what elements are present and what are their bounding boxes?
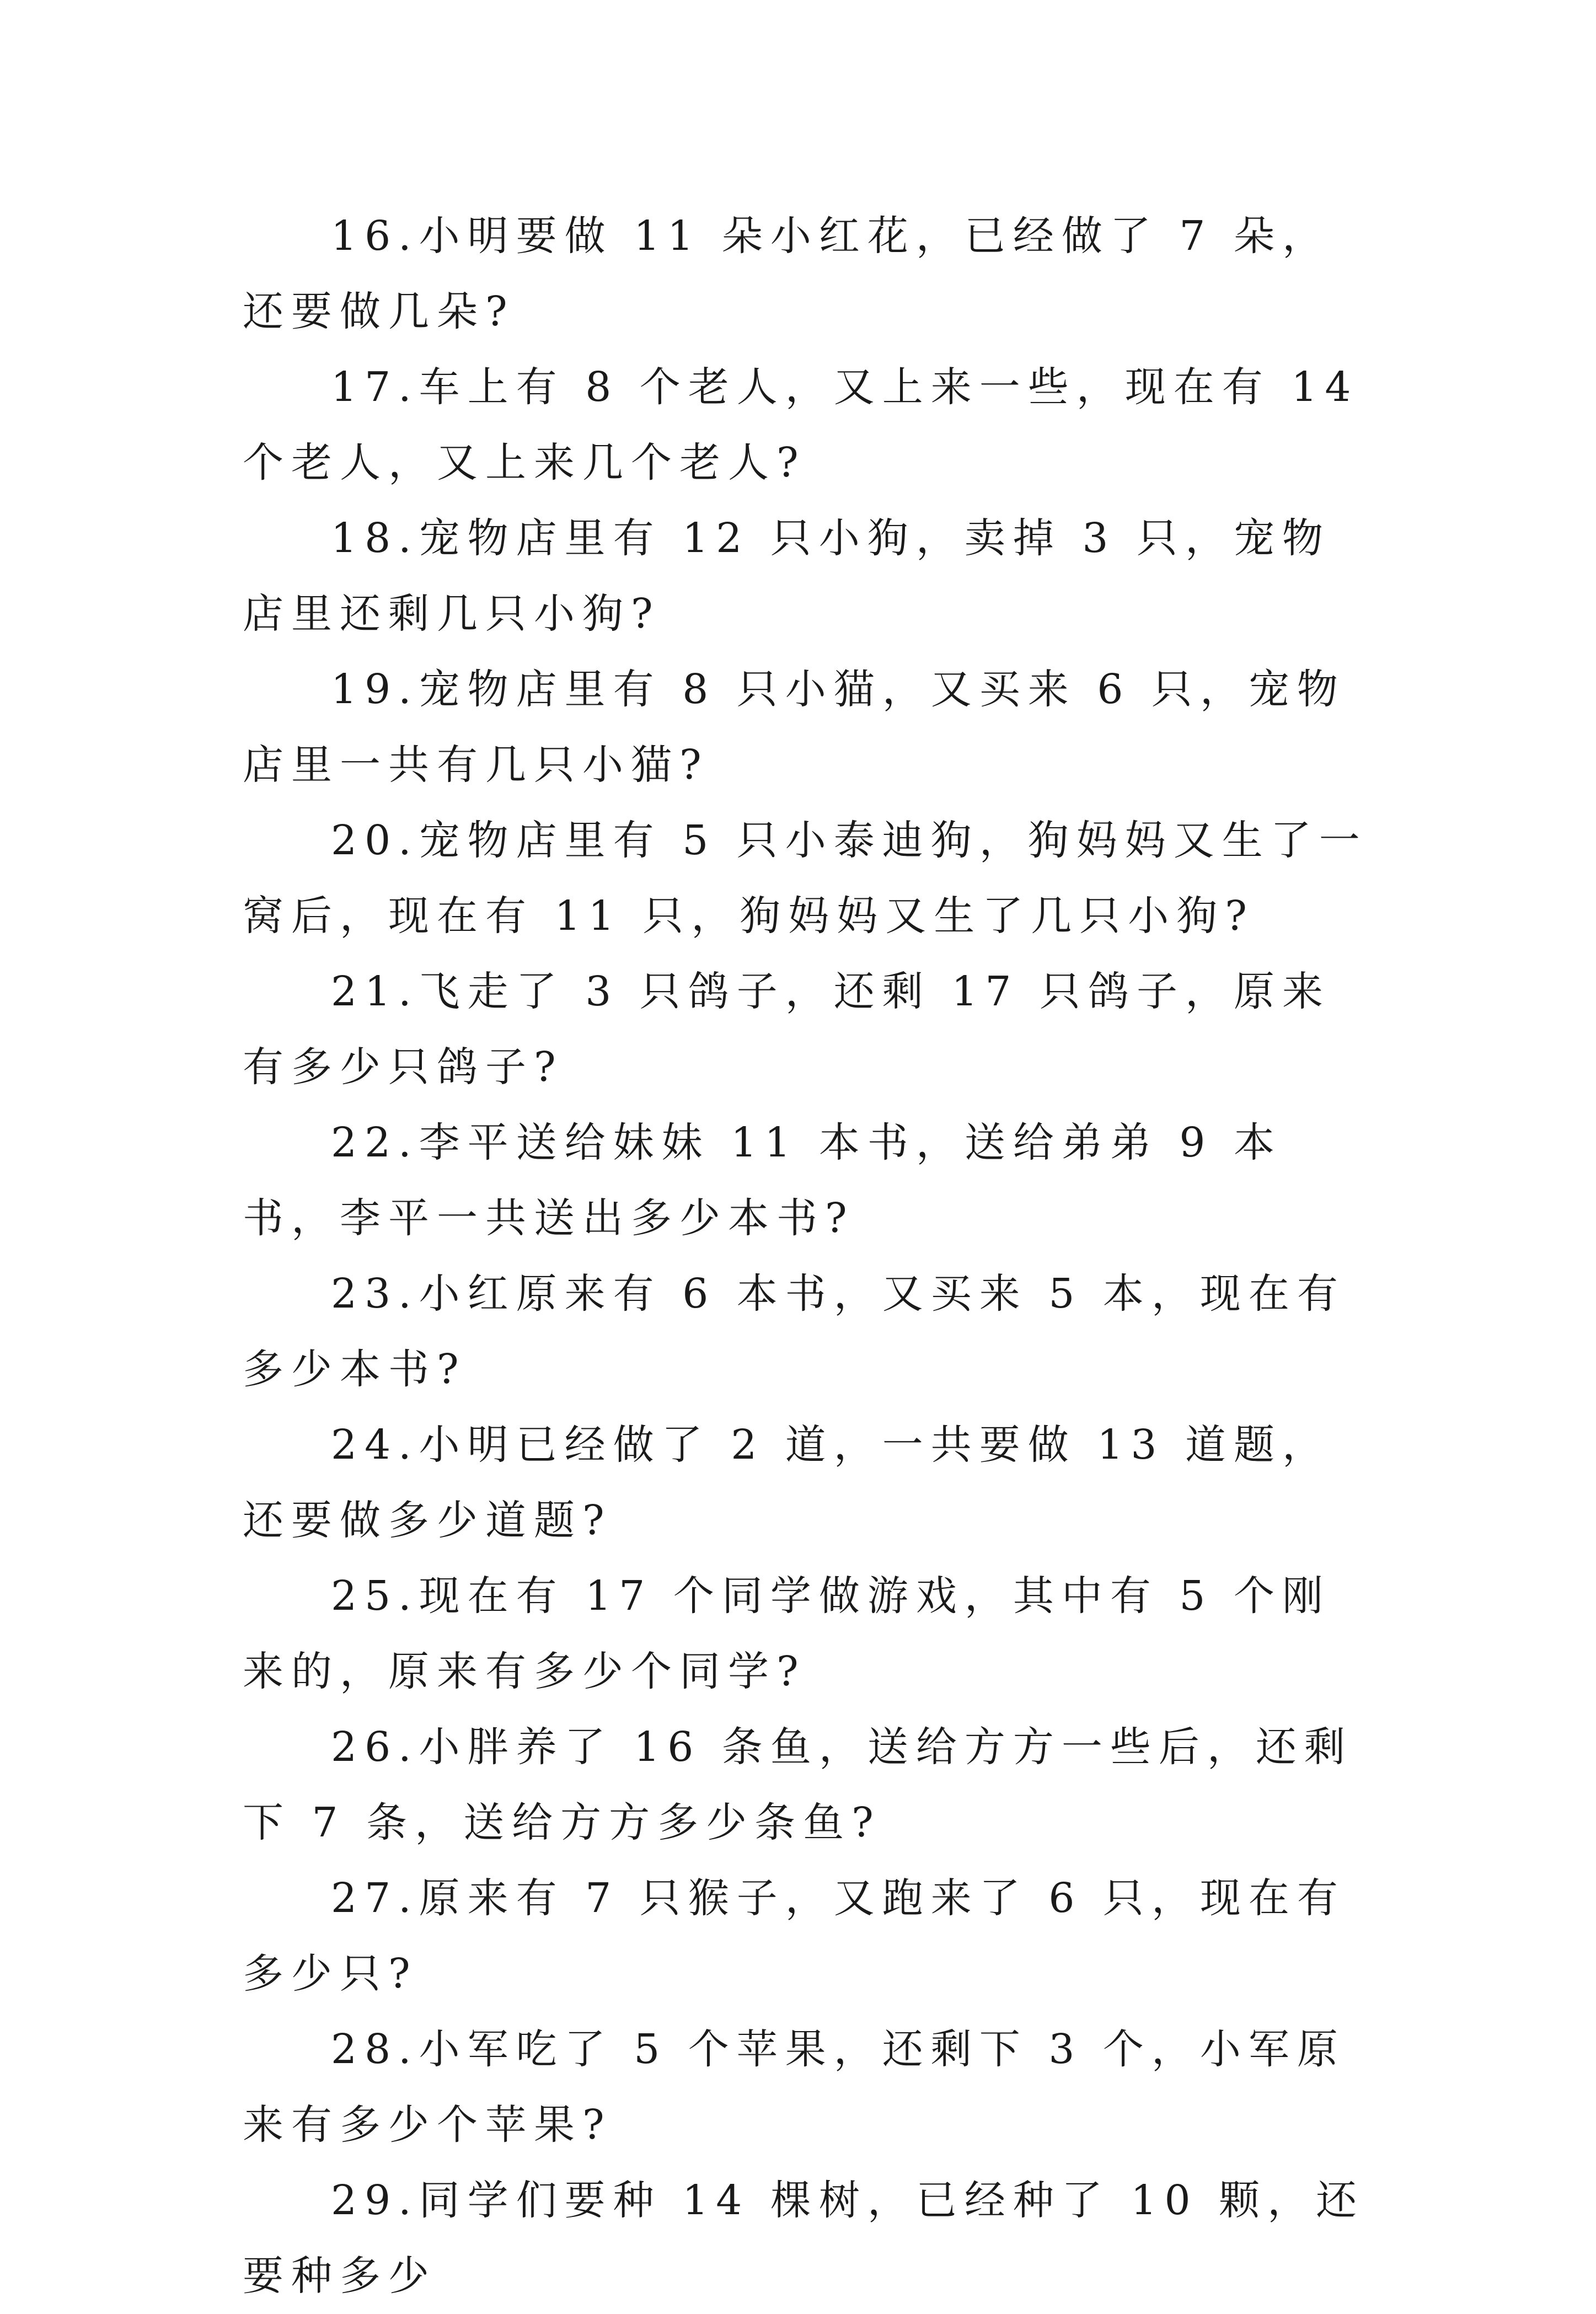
problem-28: 28.小军吃了 5 个苹果，还剩下 3 个，小军原来有多少个苹果? <box>243 2026 1346 2149</box>
problem-18: 18.宠物店里有 12 只小狗，卖掉 3 只，宠物店里还剩几只小狗? <box>243 515 1331 638</box>
problem-27: 27.原来有 7 只猴子，又跑来了 6 只，现在有多少只? <box>243 1874 1346 1997</box>
problem-list <box>243 199 1368 2314</box>
problem-16: 16.小明要做 11 朵小红花，已经做了 7 朵，还要做几朵? <box>243 212 1331 335</box>
problem-19: 19.宠物店里有 8 只小猫，又买来 6 只，宠物店里一共有几只小猫? <box>243 666 1346 789</box>
problem-29: 29.同学们要种 14 棵树，已经种了 10 颗，还要种多少 <box>243 2177 1365 2300</box>
problem-24: 24.小明已经做了 2 道，一共要做 13 道题，还要做多少道题? <box>243 1421 1331 1544</box>
problem-22: 22.李平送给妹妹 11 本书，送给弟弟 9 本书，李平一共送出多少本书? <box>243 1119 1283 1242</box>
problem-21: 21.飞走了 3 只鸽子，还剩 17 只鸽子，原来有多少只鸽子? <box>243 968 1331 1091</box>
problem-20: 20.宠物店里有 5 只小泰迪狗，狗妈妈又生了一窝后，现在有 11 只，狗妈妈又生了几只小狗? <box>243 817 1368 940</box>
problem-25: 25.现在有 17 个同学做游戏，其中有 5 个刚来的，原来有多少个同学? <box>243 1572 1331 1695</box>
problem-26: 26.小胖养了 16 条鱼，送给方方一些后，还剩下 7 条，送给方方多少条鱼? <box>243 1723 1353 1846</box>
problem-17: 17.车上有 8 个老人，又上来一些，现在有 14 个老人，又上来几个老人? <box>243 363 1359 486</box>
problem-23: 23.小红原来有 6 本书，又买来 5 本，现在有多少本书? <box>243 1270 1346 1393</box>
